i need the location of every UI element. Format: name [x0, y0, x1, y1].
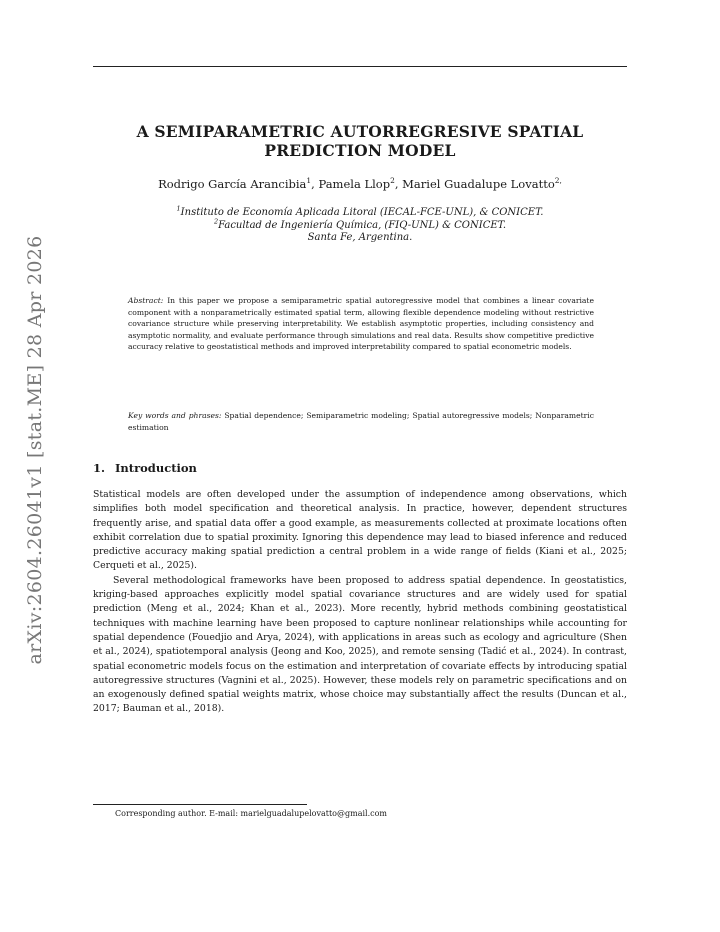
paragraph-1: Statistical models are often developed under the assumption of independence among observations, which simplifies both model specification and theoretical analysis. In practice, however, dependent structures frequently arise, and spatial data offer a good example, as measurements collected at proximate locations often exhibit correlation due to spatial proximity. Ignoring this dependence may lead to biased inference and reduced predictive accuracy making spatial prediction a central problem in a wide range of fields (Kiani et al., 2025; Cerqueti et al., 2025). [93, 489, 627, 572]
author-list [93, 177, 627, 191]
affiliation-3: Santa Fe, Argentina. [307, 232, 413, 243]
author-2: Pamela Llop$^2$, [318, 176, 403, 191]
affiliation-2: $^2$Facultad de Ingeniería Química, (FIQ-UNL) & CONICET. [213, 217, 507, 231]
section-title: Introduction [115, 461, 197, 475]
keywords-label: Key words and phrases: [128, 411, 222, 420]
title-line-2: PREDICTION MODEL [264, 141, 456, 160]
title-line-1: A SEMIPARAMETRIC AUTORREGRESIVE SPATIAL [136, 122, 584, 141]
author-3: Mariel Guadalupe Lovatto$^{2,}$ [402, 176, 562, 191]
affiliations [93, 204, 627, 245]
arxiv-identifier: arXiv:2604.26041v1 [stat.ME] 28 Apr 2026 [24, 235, 46, 665]
paper-title [93, 122, 627, 160]
header-rule [93, 66, 627, 67]
keywords [128, 410, 594, 433]
abstract-label: Abstract: [128, 296, 164, 305]
abstract-text: In this paper we propose a semiparametric spatial autoregressive model that combines a linear covariate component with a nonparametrically estimated spatial term, allowing flexible dependence modeling without restrictive covariance structure while preserving interpretability. We establish asymptotic properties, including consistency and asymptotic normality, and evaluate performance through simulations and real data. Results show competitive predictive accuracy relative to geostatistical methods and improved interpretability compared to spatial econometric models. [128, 296, 594, 351]
paragraph-2: Several methodological frameworks have been proposed to address spatial dependence. In geostatistics, kriging-based approaches explicitly model spatial covariance structures and are widely used for spatial prediction (Meng et al., 2024; Khan et al., 2023). More recently, hybrid methods combining geostatistical techniques with machine learning have been proposed to capture nonlinear relationships while accounting for spatial dependence (Fouedjio and Arya, 2024), with applications in areas such as ecology and agriculture (Shen et al., 2024), spatiotemporal analysis (Jeong and Koo, 2025), and remote sensing (Tadić et al., 2024). In contrast, spatial econometric models focus on the estimation and interpretation of covariate effects by introducing spatial autoregressive structures (Vagnini et al., 2025). However, these models rely on parametric specifications and on an exogenously defined spatial weights matrix, whose choice may substantially affect the results (Duncan et al., 2017; Bauman et al., 2018). [93, 574, 627, 715]
author-1: Rodrigo García Arancibia$^1$, [158, 176, 319, 191]
footnote-rule [93, 804, 307, 805]
footnote: Corresponding author. E-mail: marielguadalupelovatto@gmail.com [115, 809, 388, 818]
section-number: 1. [93, 461, 106, 475]
keywords-text: Spatial dependence; Semiparametric modeling; Spatial autoregressive models; Nonparametric estimation [128, 411, 594, 432]
body-text [93, 488, 627, 717]
section-heading [93, 461, 197, 475]
affiliation-1: $^1$Instituto de Economía Aplicada Litoral (IECAL-FCE-UNL), & CONICET. [176, 204, 544, 218]
abstract [128, 295, 594, 353]
arxiv-sidebar [20, 235, 50, 665]
